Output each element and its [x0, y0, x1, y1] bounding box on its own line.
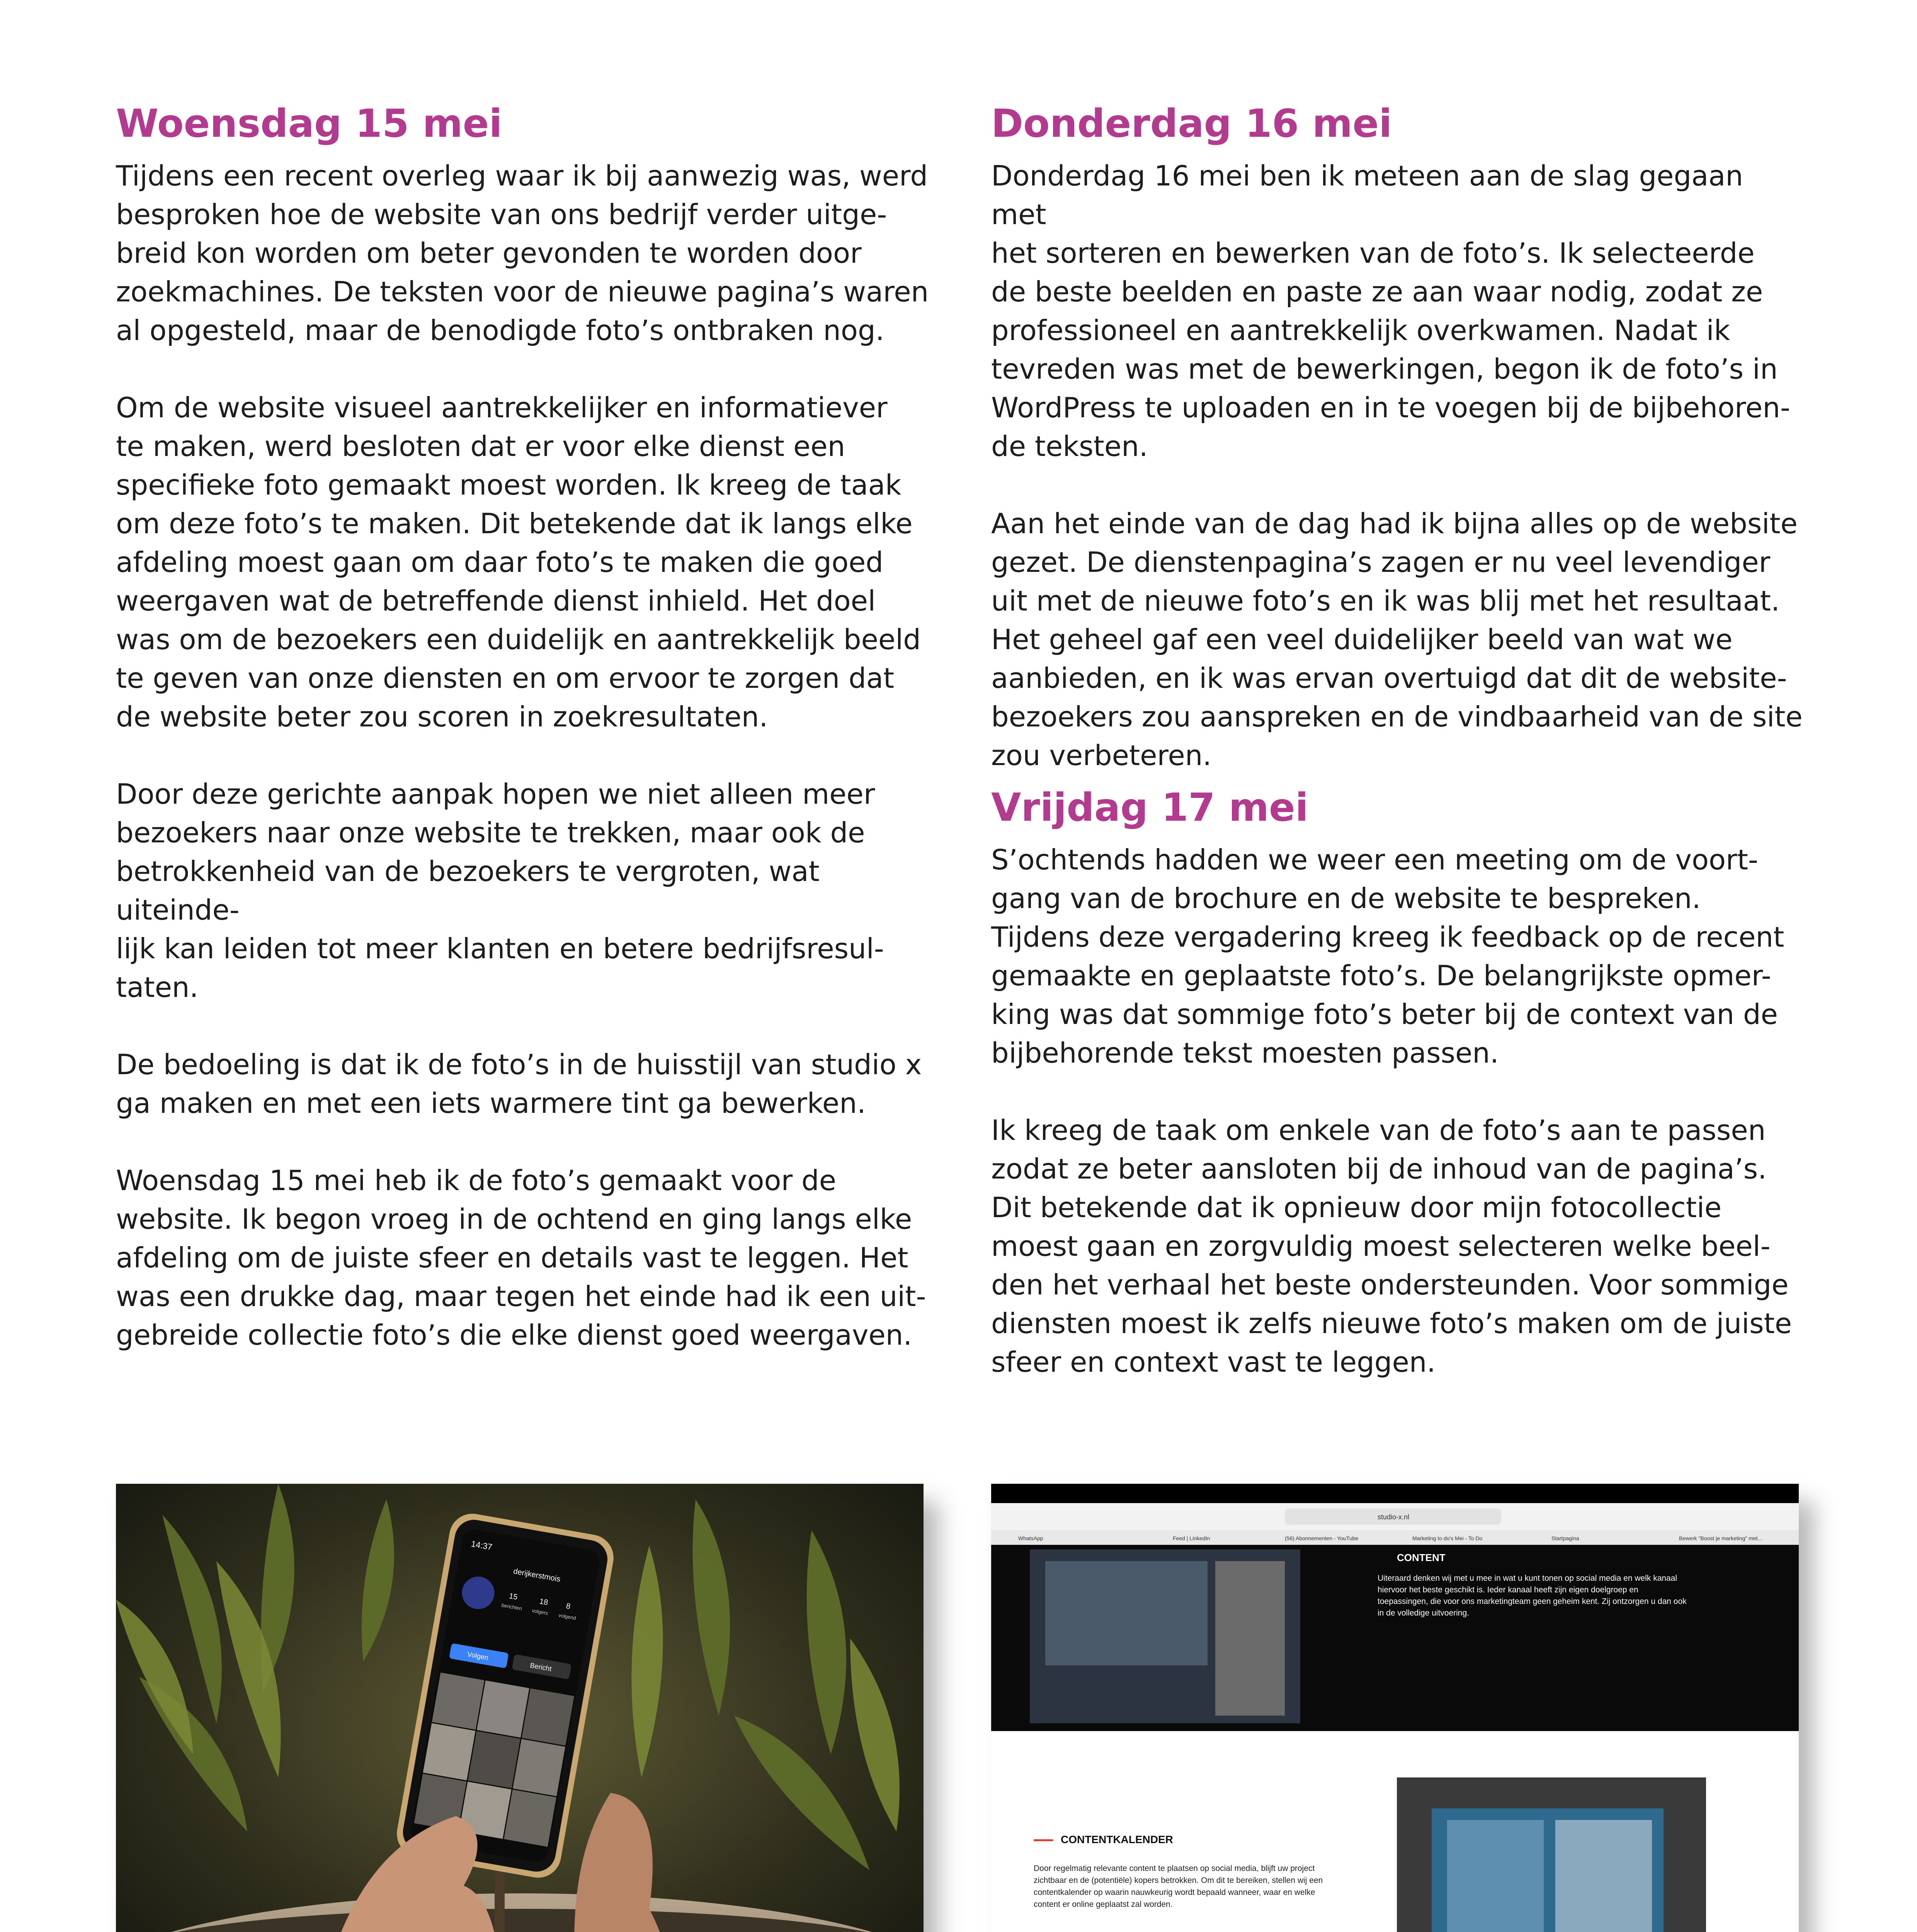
- browser-tab: (56) Abonnementen - YouTube: [1285, 1535, 1359, 1541]
- paragraph: S’ochtends hadden we weer een meeting om de voort- gang van de brochure en de website te bespreken. Tijdens deze vergadering kreeg ik feedback op de recent gemaakte en geplaatste foto’s. De belangrijkste opmer- king was dat sommige foto’s beter bij de context van de bijbehorende tekst moesten passen.: [991, 844, 1784, 1069]
- section-text: Door regelmatig relevante content te plaatsen op social media, blijft uw project zichtbaar en de (potentiële) kopers betrokken. Om dit te bereiken, stellen wij een contentkalender op waarin nauwkeurig wordt bepaald wanneer, waar en welke content er online geplaatst zal worden.: [1034, 1864, 1323, 1909]
- browser-screenshot: [991, 1484, 1799, 1932]
- phone-time: 14:37: [470, 1539, 493, 1552]
- phone-stat-label: volgers: [531, 1607, 549, 1616]
- section-heading: CONTENT: [1397, 1552, 1446, 1563]
- section-text: Uiteraard denken wij met u mee in wat u kunt tonen op social media en welk kanaal hiervoor het beste geschikt is. Ieder kanaal heeft zijn eigen doelgroep en toepassingen, die voor ons marketingteam geen geheim kent. Zij ontzorgen u dan ook in de volledige uitvoering.: [1378, 1574, 1687, 1617]
- heading-woensdag: Woensdag 15 mei: [116, 101, 502, 146]
- phone-stat-label: berichten: [501, 1602, 522, 1612]
- phone-photo-illustration: [116, 1484, 924, 1932]
- phone-username: derijkerstmois: [512, 1567, 561, 1584]
- paragraph: Om de website visueel aantrekkelijker en informatiever te maken, werd besloten dat er voor elke dienst een specifieke foto gemaakt moest worden. Ik kreeg de taak om deze foto’s te maken. Dit betekende dat ik langs elke afdeling moest gaan om daar foto’s te maken die goed weergaven wat de betreffende dienst inhield. Het doel was om de bezoekers een duidelijk en aantrekkelijk beeld te geven van onze diensten en om ervoor te zorgen dat de website beter zou scoren in zoekresultaten.: [116, 391, 921, 733]
- phone-stat-label: volgend: [558, 1612, 577, 1621]
- phone-stat: 15: [508, 1592, 519, 1602]
- browser-tab: WhatsApp: [1018, 1535, 1043, 1541]
- paragraph: De bedoeling is dat ik de foto’s in de huisstijl van studio x ga maken en met een iets warmere tint ga bewerken.: [116, 1048, 922, 1119]
- screenshot-contentkalender: [991, 1484, 1799, 1932]
- paragraph: Door deze gerichte aanpak hopen we niet alleen meer bezoekers naar onze website te trekken, maar ook de betrokkenheid van de bezoekers te vergroten, wat uiteinde- lijk kan leiden tot meer klanten en betere bedrijfsresul- taten.: [116, 778, 884, 1003]
- left-column: [116, 99, 931, 1393]
- paragraph: Aan het einde van de dag had ik bijna alles op de website gezet. De dienstenpagina’s zagen er nu veel levendiger uit met de nieuwe foto’s en ik was blij met het resultaat. Het geheel gaf een veel duidelijker beeld van wat we aanbieden, en ik was ervan overtuigd dat dit de website- bezoekers zou aanspreken en de vindbaarheid van de site zou verbeteren.: [991, 507, 1803, 772]
- phone-message-button: Bericht: [529, 1661, 552, 1673]
- browser-tab: Marketing to do's Mei - To Do: [1412, 1535, 1483, 1541]
- heading-vrijdag: Vrijdag 17 mei: [991, 785, 1308, 830]
- paragraph: Tijdens een recent overleg waar ik bij aanwezig was, werd besproken hoe de website van ons bedrijf verder uitge- breid kon worden om beter gevonden te worden door zoekmachines. De teksten voor de nieuwe pagina’s waren al opgesteld, maar de benodigde foto’s ontbraken nog.: [116, 160, 929, 347]
- browser-url: studio-x.nl: [1378, 1513, 1410, 1521]
- paragraph: Ik kreeg de taak om enkele van de foto’s aan te passen zodat ze beter aansloten bij de inhoud van de pagina’s. Dit betekende dat ik opnieuw door mijn fotocollectie moest gaan en zorgvuldig moest selecteren welke beel- den het verhaal het beste ondersteunden. Voor sommige diensten moest ik zelfs nieuwe foto’s maken om de juiste sfeer en context vast te leggen.: [991, 1114, 1792, 1378]
- browser-tab: Bewerk "Boost je marketing" met...: [1679, 1535, 1762, 1541]
- photo-phone-instagram: [116, 1484, 924, 1932]
- phone-stat: 8: [565, 1602, 571, 1611]
- section-title: CONTENTKALENDER: [1061, 1833, 1173, 1845]
- phone-follow-button: Volgen: [466, 1650, 489, 1662]
- browser-tab: Feed | LinkedIn: [1173, 1535, 1210, 1541]
- browser-tab: Startpagina: [1551, 1535, 1579, 1541]
- phone-stat: 18: [539, 1597, 549, 1607]
- paragraph: Woensdag 15 mei heb ik de foto’s gemaakt voor de website. Ik begon vroeg in de ochtend en ging langs elke afdeling om de juiste sfeer en details vast te leggen. Het was een drukke dag, maar tegen het einde had ik een uit- gebreide collectie foto’s die elke dienst goed weergaven.: [116, 1164, 926, 1351]
- right-column: [991, 99, 1806, 1420]
- paragraph: Donderdag 16 mei ben ik meteen aan de slag gegaan met het sorteren en bewerken van de foto’s. Ik selecteerde de beste beelden en paste ze aan waar nodig, zodat ze professioneel en aantrekkelijk overkwamen. Nadat ik tevreden was met de bewerkingen, begon ik de foto’s in WordPress te uploaden en in te voegen bij de bijbehoren- de teksten.: [991, 160, 1790, 463]
- heading-donderdag: Donderdag 16 mei: [991, 101, 1392, 146]
